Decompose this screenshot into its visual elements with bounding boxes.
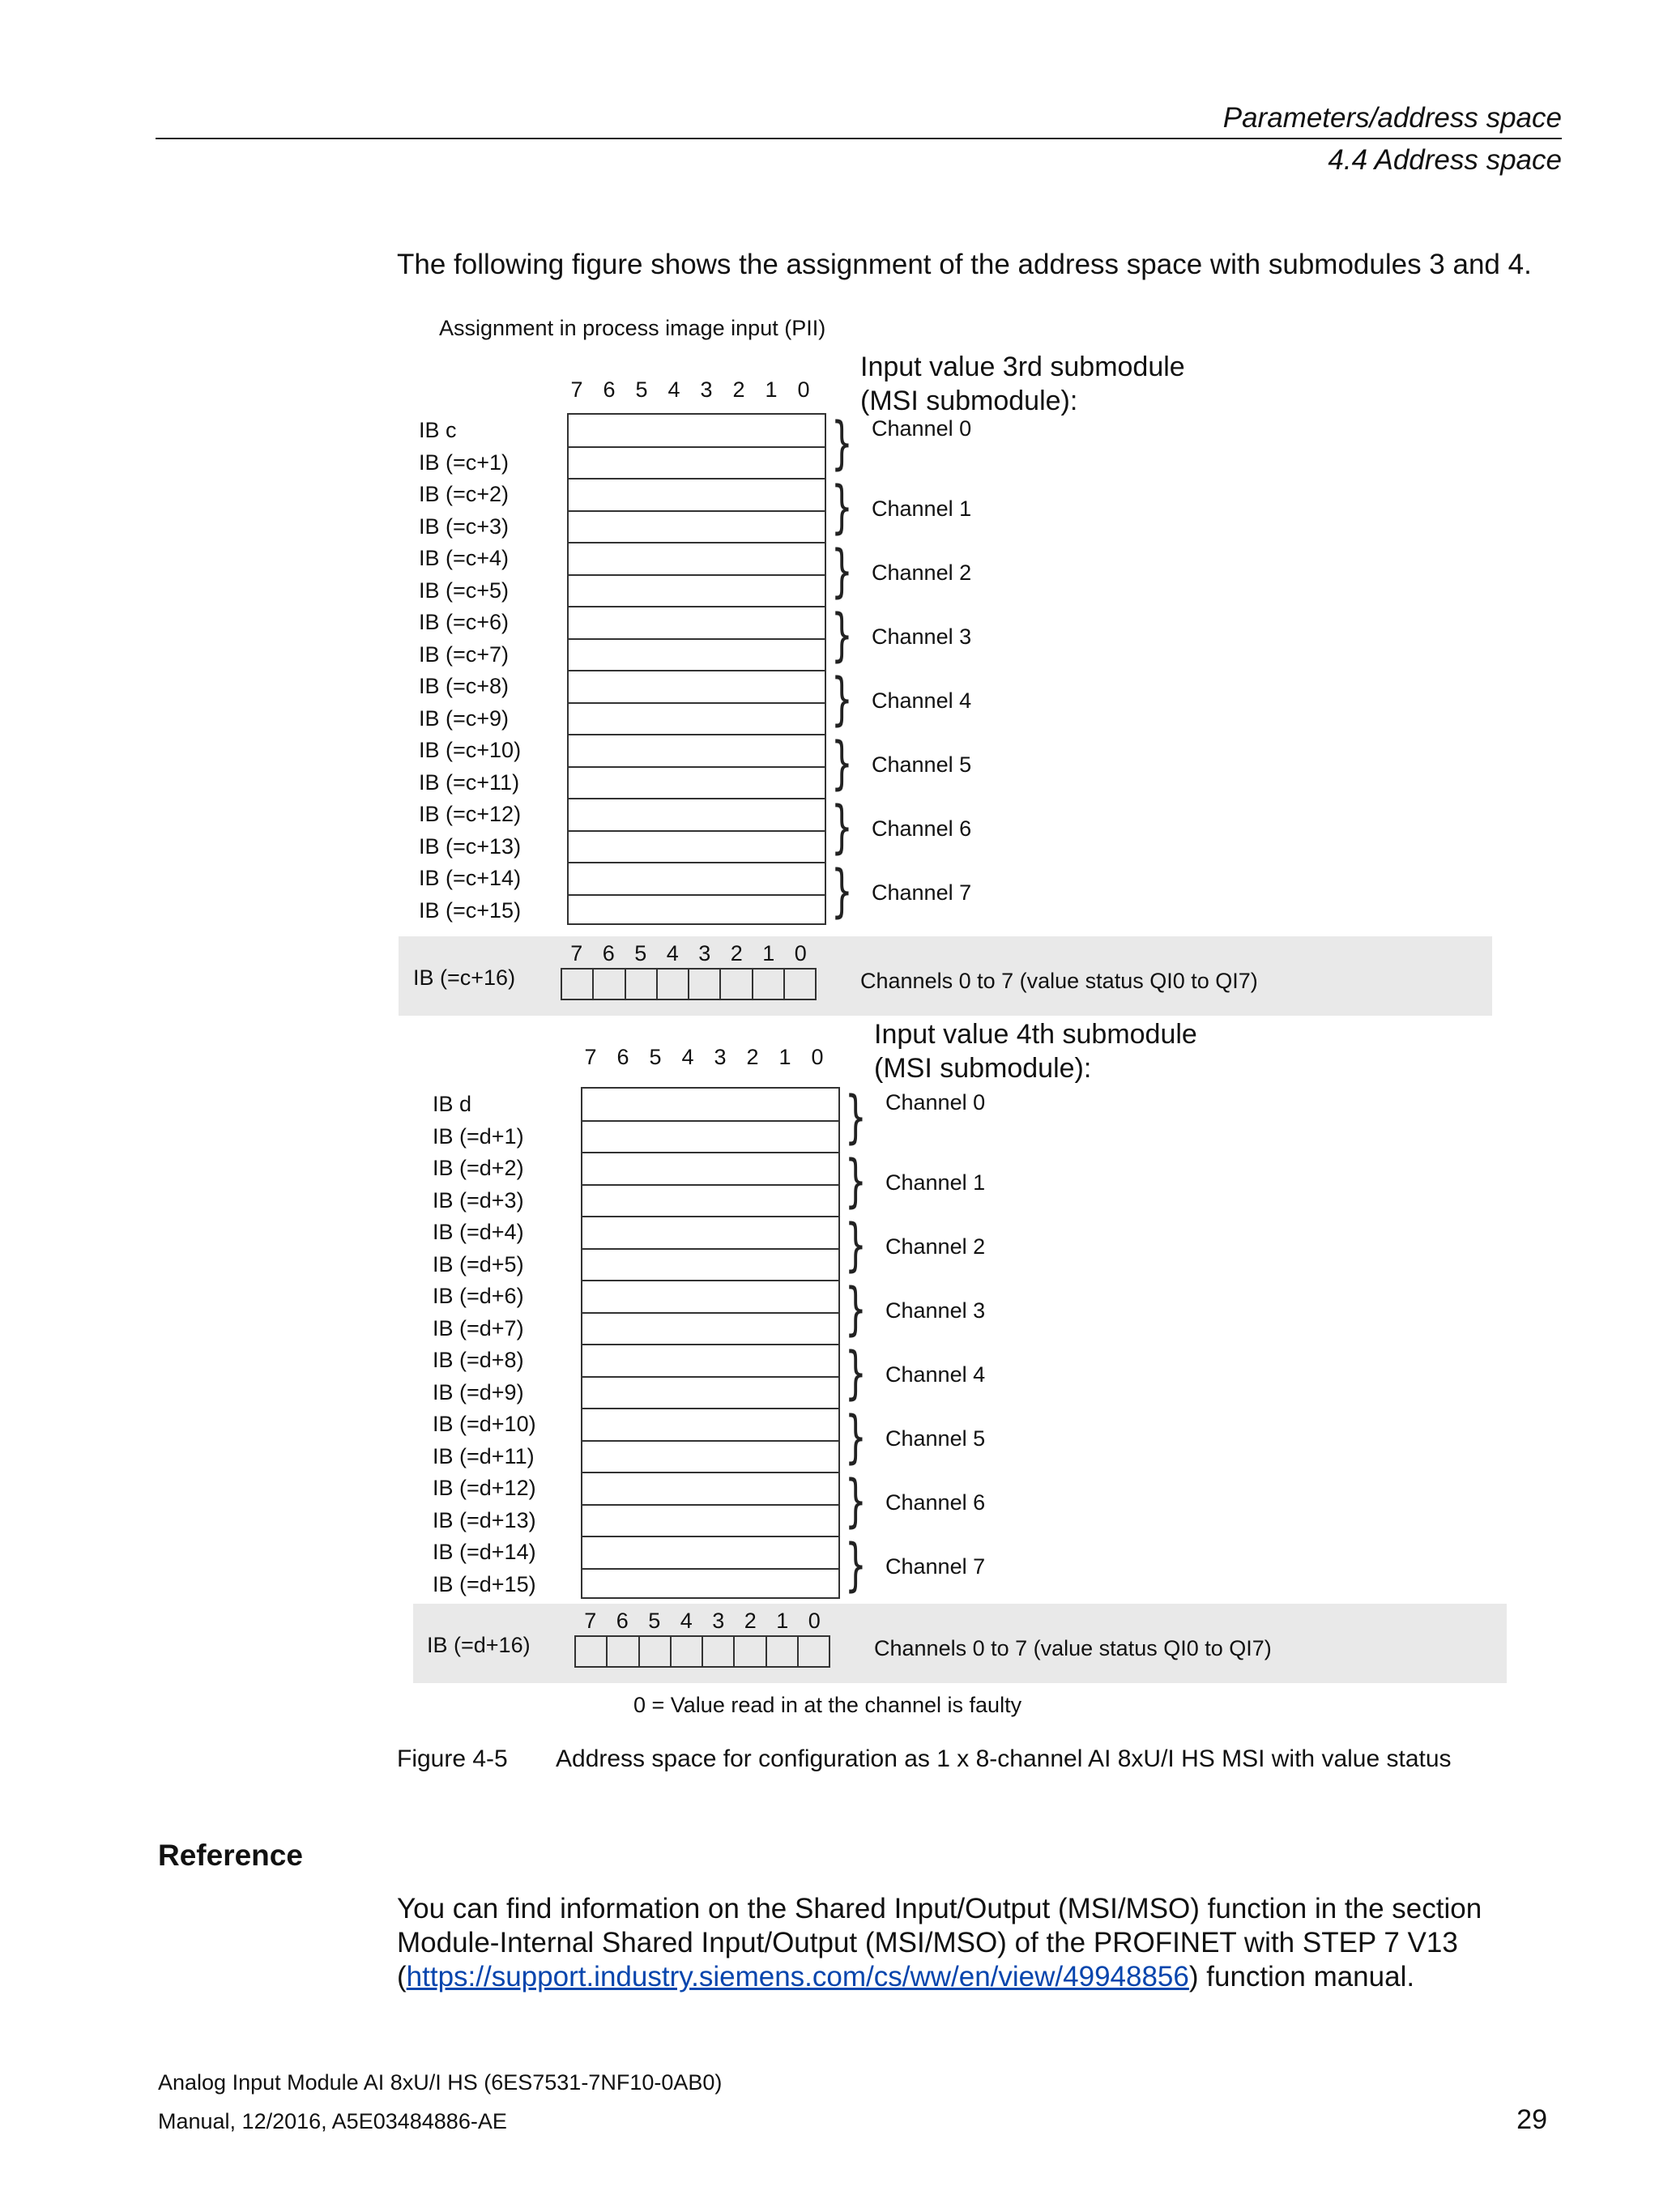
sub3-row-label: IB (=c+12) <box>419 802 522 826</box>
sub3-row-label: IB (=c+6) <box>419 610 510 634</box>
sub4-row-label: IB (=d+14) <box>433 1540 536 1564</box>
sub4-status-bit-cells <box>574 1635 830 1668</box>
sub3-channel-label: Channel 0 <box>872 416 972 441</box>
sub4-row-label: IB d <box>433 1092 472 1116</box>
sub4-row-label: IB (=d+9) <box>433 1379 524 1404</box>
bit-labels <box>574 1609 830 1634</box>
bit-labels <box>561 941 817 966</box>
sub3-row-label: IB (=c+8) <box>419 674 510 698</box>
sub4-channel-brace: } <box>845 1340 867 1406</box>
sub4-status-text: Channels 0 to 7 (value status QI0 to QI7) <box>874 1636 1272 1660</box>
bit-label: 0 <box>797 377 810 402</box>
sub3-channel-label: Channel 3 <box>872 624 972 649</box>
header-subsection: 4.4 Address space <box>1328 144 1562 176</box>
bit-label: 4 <box>680 1609 693 1633</box>
bit-label: 2 <box>744 1609 757 1633</box>
figure-footnote: 0 = Value read in at the channel is faulty <box>633 1693 1022 1717</box>
bit-label: 2 <box>730 941 743 965</box>
bit-label: 6 <box>616 1045 629 1069</box>
sub4-channel-label: Channel 1 <box>885 1170 986 1195</box>
sub3-title-line2: (MSI submodule): <box>860 386 1078 416</box>
sub3-row-label: IB (=c+3) <box>419 514 510 539</box>
sub3-byte-grid <box>567 413 826 925</box>
sub3-row-label: IB (=c+1) <box>419 450 510 475</box>
sub3-channel-brace: } <box>831 474 853 540</box>
sub4-channel-label: Channel 2 <box>885 1234 986 1259</box>
sub4-channel-label: Channel 3 <box>885 1298 986 1323</box>
sub3-row-label: IB (=c+2) <box>419 482 510 506</box>
sub3-channel-brace: } <box>831 602 853 668</box>
footer-manual: Manual, 12/2016, A5E03484886-AE <box>158 2109 507 2133</box>
sub3-row-label: IB (=c+7) <box>419 641 510 667</box>
bit-label: 3 <box>714 1045 727 1069</box>
sub4-row-label: IB (=d+5) <box>433 1251 524 1276</box>
intro-text: The following figure shows the assignment of the address space with submodules 3 and 4. <box>397 249 1532 280</box>
sub4-channel-brace: } <box>845 1468 867 1534</box>
sub3-channel-brace: } <box>831 730 853 796</box>
bit-labels <box>561 377 820 403</box>
sub4-title-line1: Input value 4th submodule <box>874 1019 1197 1050</box>
sub3-channel-label: Channel 2 <box>872 560 972 585</box>
sub4-channel-brace: } <box>845 1276 867 1342</box>
bit-label: 4 <box>666 941 679 965</box>
sub3-status-row-label: IB (=c+16) <box>413 965 516 990</box>
bit-label: 6 <box>603 377 616 402</box>
bit-label: 1 <box>776 1609 789 1633</box>
sub4-row-label: IB (=d+8) <box>433 1348 524 1372</box>
sub4-channel-label: Channel 4 <box>885 1362 986 1387</box>
bit-label: 0 <box>794 941 807 965</box>
reference-link[interactable]: https://support.industry.siemens.com/cs/ww/en/view/49948856 <box>406 1961 1189 1993</box>
sub3-row-label: IB (=c+9) <box>419 705 510 731</box>
bit-label: 1 <box>765 377 778 402</box>
bit-label: 6 <box>602 941 615 965</box>
sub4-row-label: IB (=d+10) <box>433 1412 536 1436</box>
sub3-channel-label: Channel 1 <box>872 497 972 521</box>
sub4-row-label: IB (=d+7) <box>433 1315 524 1340</box>
bit-label: 3 <box>698 941 711 965</box>
sub4-status-row-label: IB (=d+16) <box>427 1633 531 1657</box>
sub3-channel-label: Channel 5 <box>872 752 972 777</box>
sub3-row-label: IB (=c+10) <box>419 738 522 762</box>
sub3-row-label: IB (=c+13) <box>419 833 522 859</box>
bit-label: 0 <box>811 1045 824 1069</box>
bit-label: 7 <box>570 377 583 402</box>
pii-title: Assignment in process image input (PII) <box>439 316 826 340</box>
sub4-channel-brace: } <box>845 1084 867 1150</box>
sub4-channel-label: Channel 6 <box>885 1490 986 1515</box>
bit-label: 5 <box>634 941 647 965</box>
sub3-channel-label: Channel 7 <box>872 880 972 905</box>
reference-text-end: ) function manual. <box>1188 1961 1415 1993</box>
sub3-row-label: IB (=c+14) <box>419 866 522 890</box>
sub4-row-label: IB (=d+1) <box>433 1123 524 1149</box>
sub4-row-label: IB (=d+6) <box>433 1284 524 1308</box>
bit-label: 2 <box>732 377 745 402</box>
sub3-channel-brace: } <box>831 538 853 604</box>
bit-label: 7 <box>584 1045 597 1069</box>
sub3-channel-brace: } <box>831 410 853 476</box>
figure-caption-text: Address space for configuration as 1 x 8-channel AI 8xU/I HS MSI with value status <box>556 1745 1452 1772</box>
sub3-status-bit-cells <box>561 968 817 1000</box>
bit-label: 7 <box>584 1609 597 1633</box>
bit-label: 6 <box>616 1609 629 1633</box>
bit-label: 1 <box>762 941 775 965</box>
bit-label: 4 <box>681 1045 694 1069</box>
bit-label: 2 <box>746 1045 759 1069</box>
sub4-title-line2: (MSI submodule): <box>874 1053 1092 1084</box>
sub3-channel-brace: } <box>831 858 853 924</box>
bit-labels <box>574 1045 834 1070</box>
sub4-row-label: IB (=d+2) <box>433 1156 524 1180</box>
sub4-row-label: IB (=d+11) <box>433 1443 535 1468</box>
footer-product: Analog Input Module AI 8xU/I HS (6ES7531-7NF10-0AB0) <box>158 2070 723 2095</box>
sub4-row-label: IB (=d+13) <box>433 1507 536 1532</box>
sub3-row-label: IB (=c+11) <box>419 769 520 795</box>
bit-label: 1 <box>778 1045 791 1069</box>
reference-text: You can find information on the Shared Input/Output (MSI/MSO) function in the section Module-Internal Shared Input/Output (MSI/MSO) of the PROFINET with STEP 7 V13 ( <box>397 1893 1482 1993</box>
bit-label: 5 <box>635 377 648 402</box>
sub4-row-label: IB (=d+4) <box>433 1220 524 1244</box>
sub3-channel-label: Channel 6 <box>872 816 972 841</box>
reference-heading: Reference <box>158 1839 303 1872</box>
figure-caption-number: Figure 4-5 <box>397 1745 508 1772</box>
sub4-channel-brace: } <box>845 1212 867 1278</box>
header-section: Parameters/address space <box>1222 102 1562 134</box>
sub4-channel-brace: } <box>845 1404 867 1470</box>
bit-label: 3 <box>700 377 713 402</box>
reference-paragraph <box>397 1892 1515 1994</box>
sub3-status-text: Channels 0 to 7 (value status QI0 to QI7) <box>860 969 1258 993</box>
sub3-channel-brace: } <box>831 666 853 732</box>
sub4-channel-label: Channel 7 <box>885 1554 986 1579</box>
sub4-channel-label: Channel 0 <box>885 1090 986 1115</box>
sub4-byte-grid <box>581 1087 840 1599</box>
sub4-row-label: IB (=d+15) <box>433 1571 536 1596</box>
sub3-row-label: IB c <box>419 418 457 442</box>
sub4-row-label: IB (=d+12) <box>433 1476 536 1500</box>
page-number: 29 <box>1516 2104 1547 2135</box>
bit-label: 4 <box>667 377 680 402</box>
sub4-channel-brace: } <box>845 1532 867 1598</box>
sub3-row-label: IB (=c+5) <box>419 578 510 603</box>
sub3-row-label: IB (=c+15) <box>419 897 522 923</box>
bit-label: 3 <box>712 1609 725 1633</box>
sub4-channel-label: Channel 5 <box>885 1426 986 1451</box>
sub4-row-label: IB (=d+3) <box>433 1187 524 1213</box>
sub3-row-label: IB (=c+4) <box>419 546 510 570</box>
bit-label: 0 <box>808 1609 821 1633</box>
bit-label: 5 <box>649 1045 662 1069</box>
sub3-channel-label: Channel 4 <box>872 688 972 713</box>
bit-label: 5 <box>648 1609 661 1633</box>
bit-label: 7 <box>570 941 583 965</box>
sub3-channel-brace: } <box>831 794 853 860</box>
sub4-channel-brace: } <box>845 1148 867 1214</box>
sub3-title-line1: Input value 3rd submodule <box>860 352 1185 382</box>
